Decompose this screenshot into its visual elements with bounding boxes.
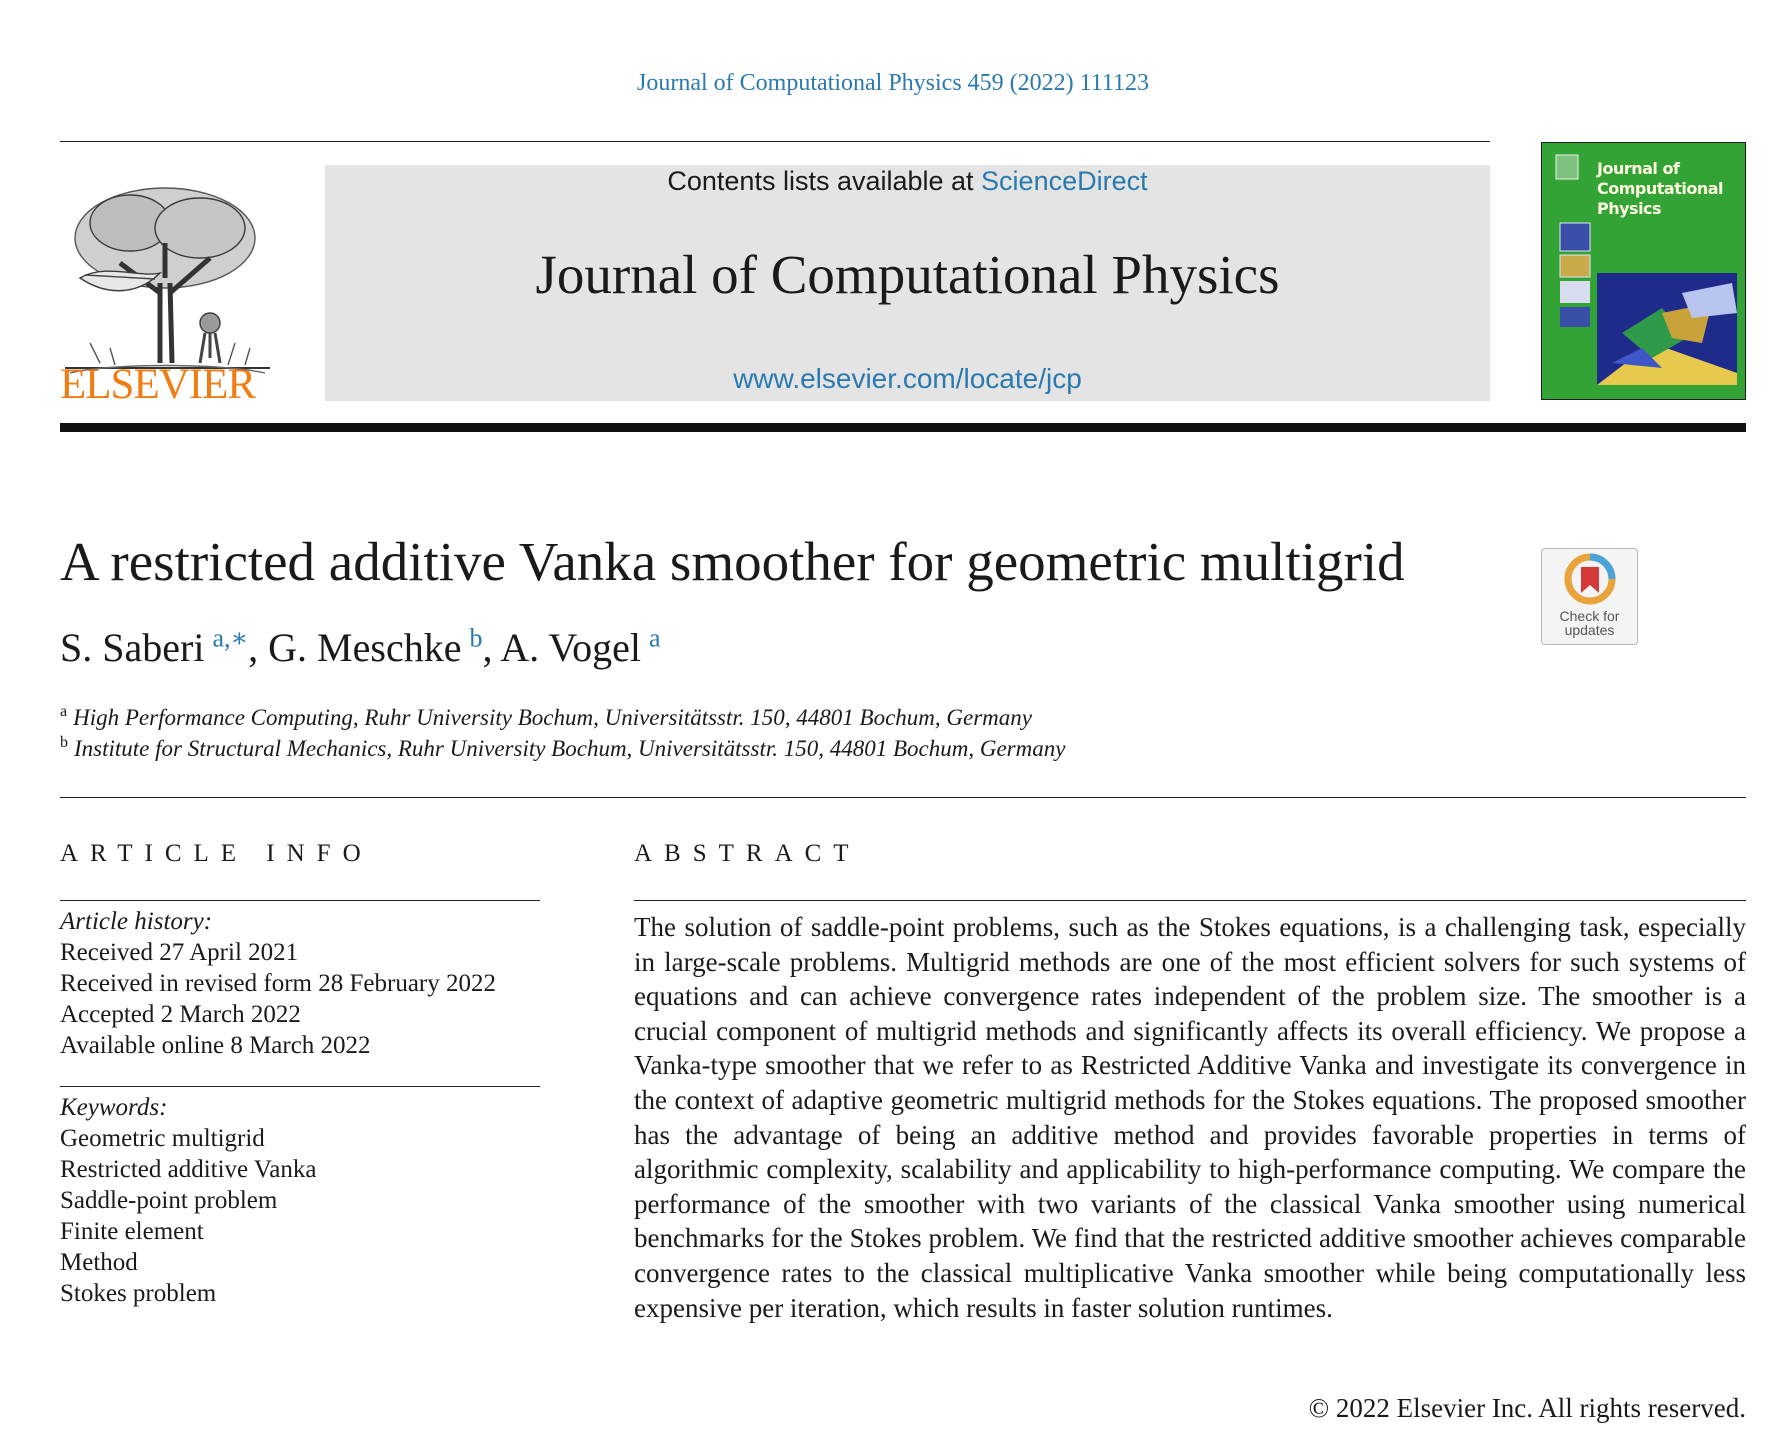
contents-availability	[325, 165, 1490, 197]
affiliation	[60, 705, 1032, 731]
cover-title-line: Physics	[1597, 199, 1662, 218]
header-rule	[60, 141, 1490, 142]
affiliation-mark: b	[60, 734, 68, 752]
history-item: Accepted 2 March 2022	[60, 1001, 301, 1028]
elsevier-wordmark[interactable]: ELSEVIER	[60, 361, 256, 408]
abstract-rule	[634, 900, 1746, 901]
affiliation-text: Institute for Structural Mechanics, Ruhr University Bochum, Universitätsstr. 150, 44801 Bochum, Germany	[74, 736, 1066, 761]
cover-title	[1597, 159, 1737, 219]
cover-title-line: Journal of	[1597, 159, 1680, 178]
keyword: Restricted additive Vanka	[60, 1156, 317, 1183]
journal-banner	[325, 165, 1490, 401]
keyword: Finite element	[60, 1218, 204, 1245]
check-for-updates-button[interactable]	[1541, 548, 1638, 645]
journal-citation[interactable]: Journal of Computational Physics 459 (2022) 111123	[637, 70, 1149, 96]
history-item: Available online 8 March 2022	[60, 1032, 371, 1059]
article-title: A restricted additive Vanka smoother for geometric multigrid	[60, 531, 1405, 592]
journal-cover-image[interactable]	[1541, 142, 1746, 400]
keyword: Geometric multigrid	[60, 1125, 265, 1152]
journal-url-link[interactable]: www.elsevier.com/locate/jcp	[733, 363, 1082, 394]
check-updates-icon	[1564, 553, 1616, 605]
author-affil-link[interactable]: a	[649, 623, 661, 653]
header-thick-rule	[60, 423, 1746, 432]
article-info-heading: ARTICLE INFO	[60, 840, 373, 867]
author-affil-link[interactable]: a,∗	[212, 623, 249, 653]
check-updates-line: updates	[1564, 622, 1615, 638]
contents-prefix: Contents lists available at	[667, 166, 982, 196]
history-item: Received 27 April 2021	[60, 939, 299, 966]
author-list: S. Saberi $^{a,∗}$, G. Meschke $^b$, A. Vogel $^a$	[60, 623, 661, 670]
history-item: Received in revised form 28 February 2022	[60, 970, 496, 997]
keyword: Saddle-point problem	[60, 1187, 278, 1214]
abstract-heading: ABSTRACT	[634, 840, 861, 867]
keywords-label: Keywords:	[60, 1094, 168, 1121]
author-name[interactable]: A. Vogel	[500, 625, 642, 670]
author-name[interactable]: S. Saberi	[60, 625, 205, 670]
keyword: Method	[60, 1249, 138, 1276]
check-updates-line: Check for	[1559, 608, 1620, 624]
sciencedirect-link[interactable]: ScienceDirect	[981, 166, 1148, 196]
abstract-text: The solution of saddle-point problems, such as the Stokes equations, is a challenging task, especially in large-scale problems. Multigrid methods are one of the most efficient solvers for such systems of equations and can achieve convergence rates independent of the problem size. The smoother is a crucial component of multigrid methods and significantly affects its overall efficiency. We propose a Vanka-type smoother that we refer to as Restricted Additive Vanka and investigate its convergence in the context of adaptive geometric multigrid methods for the Stokes equations. The proposed smoother has the advantage of being an additive method and provides favorable properties in terms of algorithmic complexity, scalability and applicability to high-performance computing. We compare the performance of the smoother with two variants of the classical Vanka smoother using numerical benchmarks for the Stokes problem. We find that the restricted additive smoother achieves comparable convergence rates to the classical multiplicative Vanka smoother while being computationally less expensive per iteration, which results in faster solution runtimes.	[634, 912, 1746, 1323]
copyright-notice: © 2022 Elsevier Inc. All rights reserved.	[1308, 1393, 1746, 1423]
affiliation-text: High Performance Computing, Ruhr University Bochum, Universitätsstr. 150, 44801 Bochum, Germany	[73, 705, 1032, 730]
author-affil-link[interactable]: b	[469, 623, 483, 653]
journal-title: Journal of Computational Physics	[535, 244, 1280, 305]
check-updates-label	[1542, 609, 1637, 637]
section-rule	[60, 797, 1746, 798]
keyword: Stokes problem	[60, 1280, 217, 1307]
author-name[interactable]: G. Meschke	[268, 625, 462, 670]
affiliation-mark: a	[60, 703, 68, 721]
history-label: Article history:	[60, 908, 213, 935]
article-info-rule	[60, 900, 540, 901]
affiliation	[60, 736, 1065, 762]
cover-title-line: Computational	[1597, 179, 1723, 198]
keywords-rule	[60, 1086, 540, 1087]
